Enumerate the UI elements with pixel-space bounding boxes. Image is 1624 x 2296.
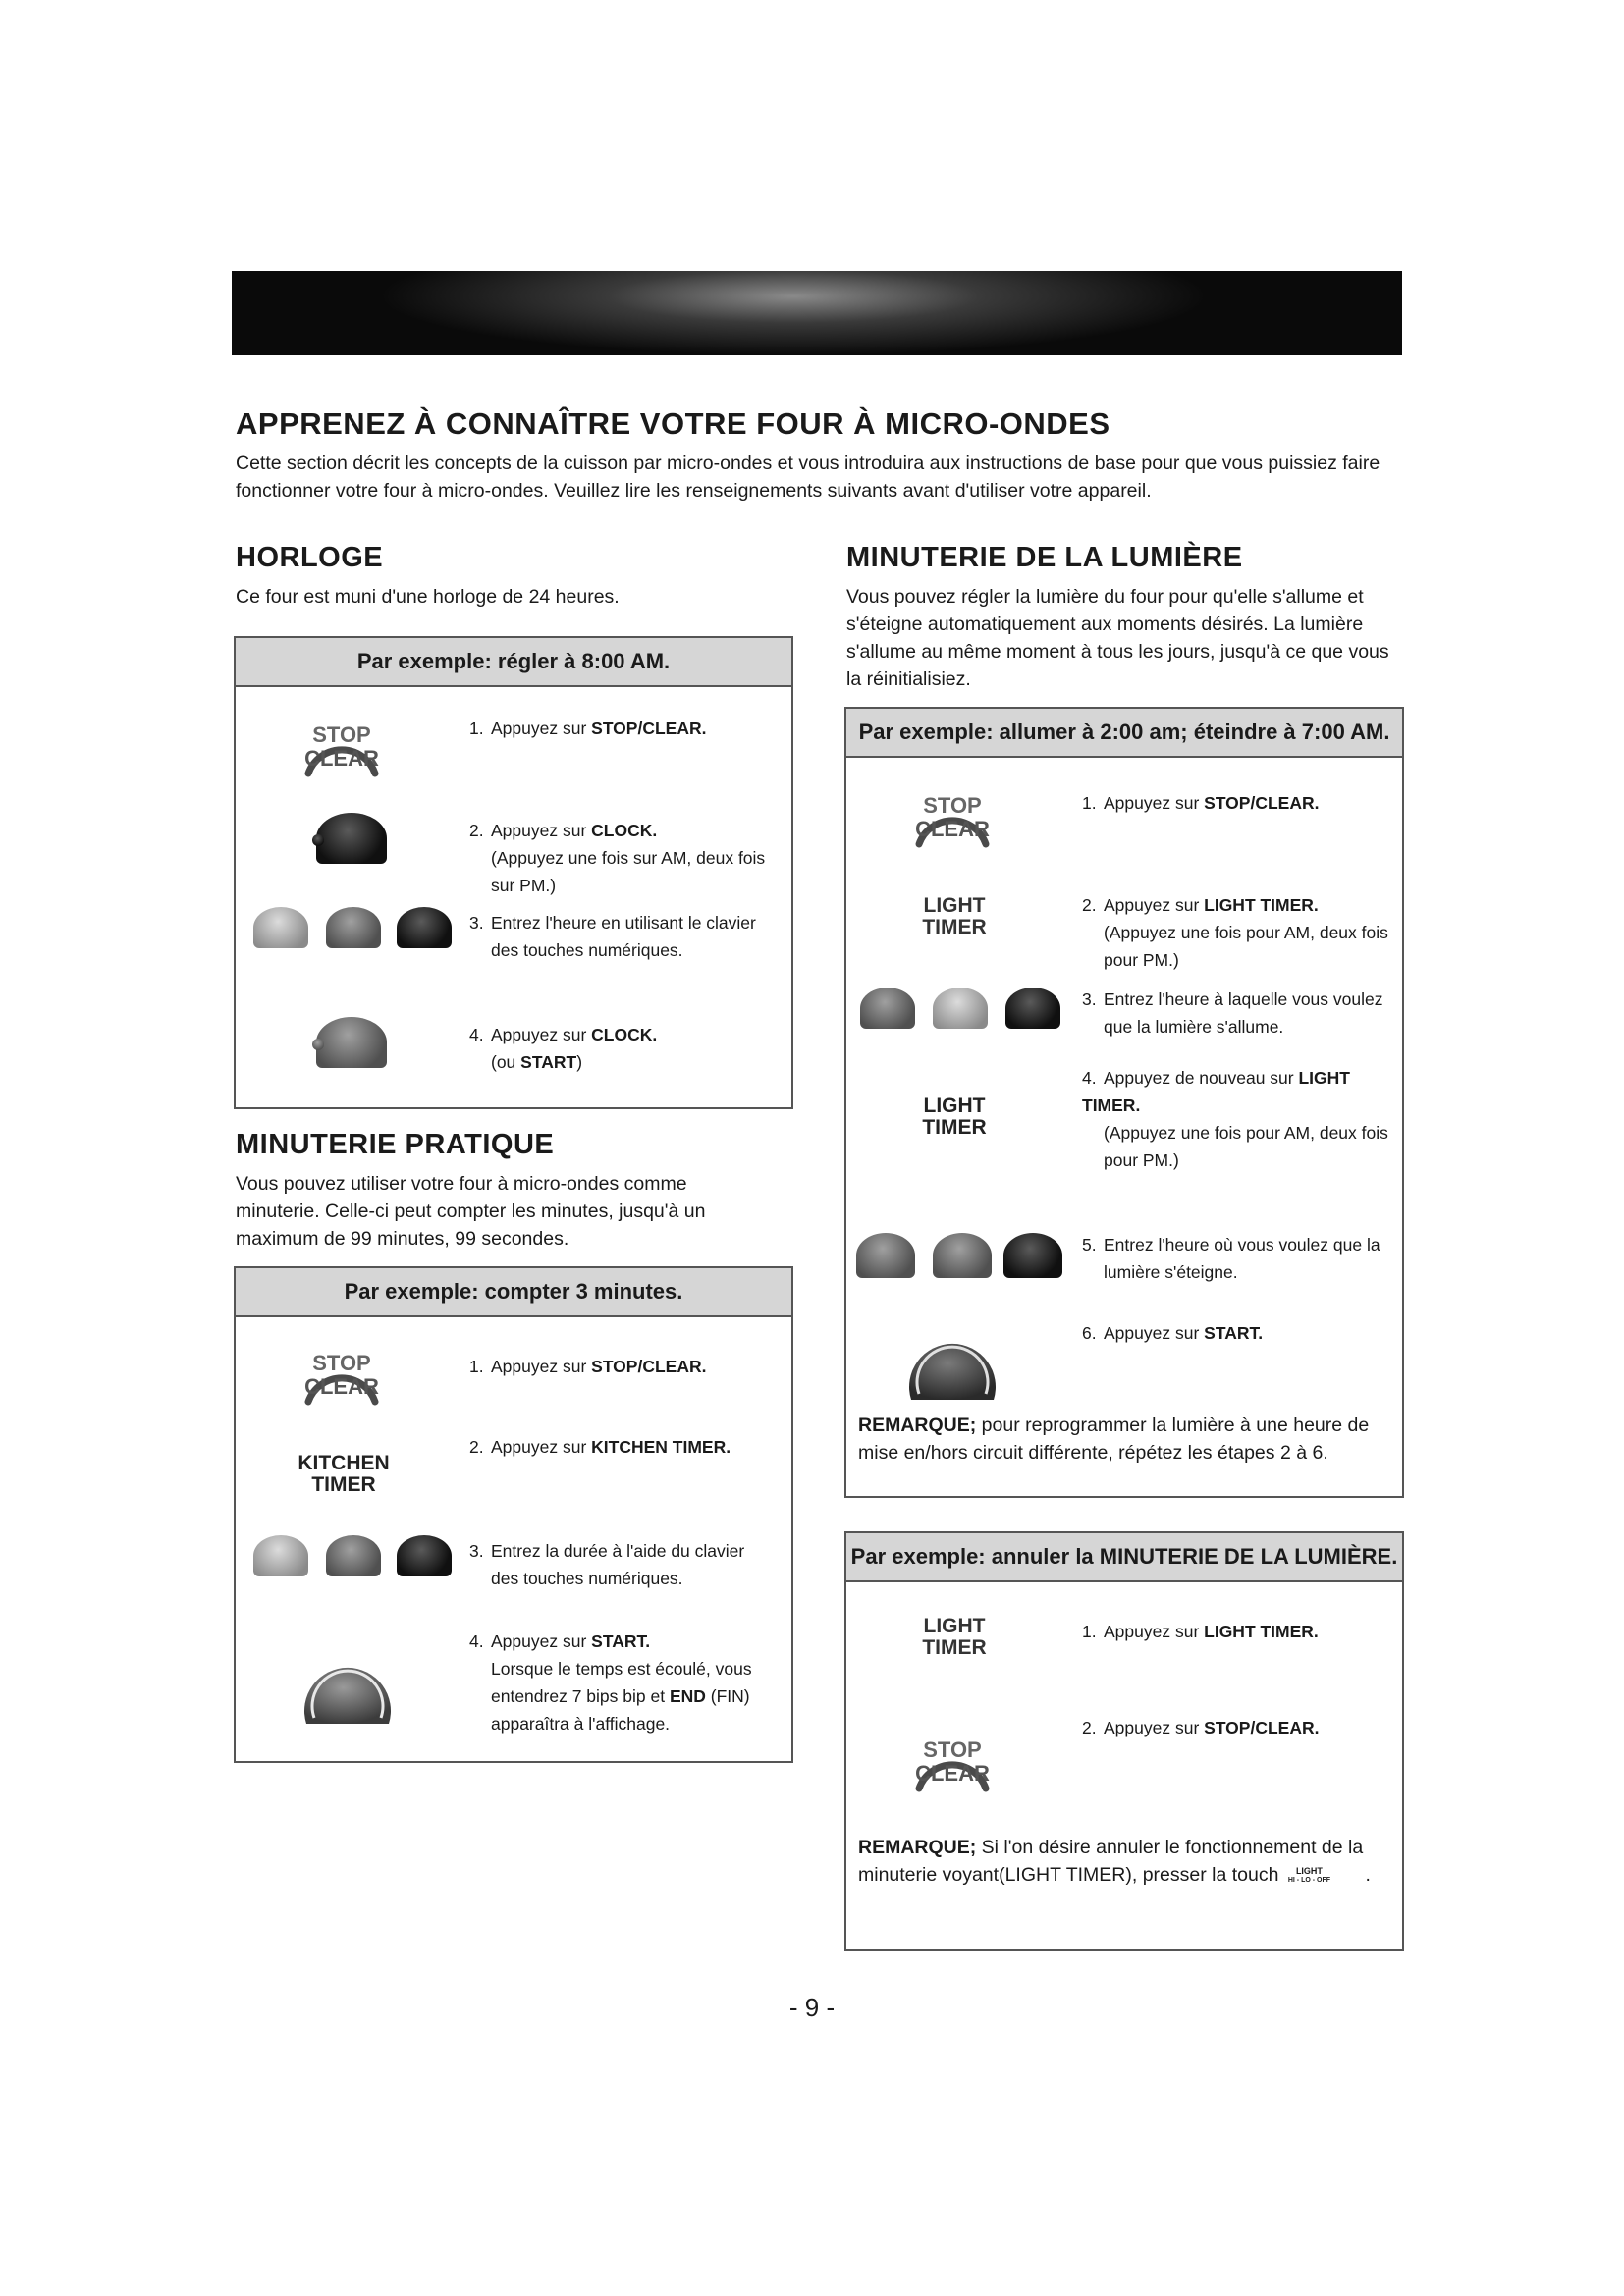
lumiere-step-2: 2. Appuyez sur LIGHT TIMER. (Appuyez une fois pour AM, deux fois pour PM.)	[1082, 895, 1388, 970]
horloge-step-3: 3. Entrez l'heure en utilisant le clavier des touches numériques.	[469, 913, 756, 960]
horloge-step-2: 2. Appuyez sur CLOCK. (Appuyez une fois sur AM, deux fois sur PM.)	[469, 821, 766, 895]
clock-key-icon	[316, 813, 387, 864]
lumiere-note: REMARQUE; pour reprogrammer la lumière à une heure de mise en/hors circuit différente, répétez les étapes 2 à 6.	[858, 1415, 1370, 1464]
horloge-step-1: 1. Appuyez sur STOP/CLEAR.	[469, 719, 707, 738]
horloge-step-4: 4. Appuyez sur CLOCK. (ou START)	[469, 1025, 658, 1072]
intro-paragraph: Cette section décrit les concepts de la cuisson par micro-ondes et vous introduira aux instructions de base pour que vous puissiez faire fonctionner votre four à micro-ondes. Veuillez lire les renseignements suivants avant d'utiliser votre appareil.	[236, 453, 1380, 502]
clock-key-notch	[312, 1039, 324, 1050]
pratique-text: Vous pouvez utiliser votre four à micro-ondes comme minuterie. Celle-ci peut compter les minutes, jusqu'à un maximum de 99 minutes, 99 secondes.	[236, 1173, 706, 1250]
lumiere-example-header: Par exemple: allumer à 2:00 am; éteindre à 7:00 AM.	[846, 709, 1402, 758]
horloge-text: Ce four est muni d'une horloge de 24 heures.	[236, 586, 620, 608]
stop-label: STOP	[312, 722, 371, 747]
pratique-step-1: 1. Appuyez sur STOP/CLEAR.	[469, 1357, 707, 1376]
lumiere-step-3: 3. Entrez l'heure à laquelle vous voulez que la lumière s'allume.	[1082, 989, 1383, 1037]
stop-label: STOP	[923, 793, 982, 818]
stop-clear-key-icon	[298, 709, 385, 779]
clear-label: CLEAR	[915, 817, 990, 841]
annuler-note: REMARQUE; Si l'on désire annuler le fonctionnement de la minuterie voyant(LIGHT TIMER), presser la touch LIGHT HI - LO - OFF .	[858, 1837, 1371, 1886]
light-timer-key-icon: LIGHT TIMER	[922, 1095, 987, 1139]
stop-label: STOP	[312, 1351, 371, 1375]
clear-label: CLEAR	[304, 1374, 379, 1399]
number-key-icon	[326, 907, 381, 948]
start-key-icon	[298, 1633, 397, 1732]
number-key-icon	[326, 1535, 381, 1576]
number-key-icon	[253, 907, 308, 948]
lumiere-step-6: 6. Appuyez sur START.	[1082, 1323, 1264, 1343]
clock-key-icon	[316, 1017, 387, 1068]
pratique-title: MINUTERIE PRATIQUE	[236, 1129, 555, 1160]
number-key-icon	[397, 907, 452, 948]
pratique-example-header: Par exemple: compter 3 minutes.	[236, 1268, 791, 1317]
stop-clear-key-icon	[909, 1724, 996, 1794]
lumiere-step-4: 4. Appuyez de nouveau sur LIGHT TIMER. (Appuyez une fois pour AM, deux fois pour PM.)	[1082, 1068, 1388, 1170]
horloge-title: HORLOGE	[236, 542, 384, 573]
light-hi-lo-off-key-icon: LIGHT HI - LO - OFF	[1287, 1865, 1331, 1884]
lumiere-text: Vous pouvez régler la lumière du four pour qu'elle s'allume et s'éteigne automatiquement aux moments désirés. La lumière s'allume au même moment à tous les jours, jusqu'à ce que vous la réinitialisiez.	[846, 586, 1389, 690]
stop-clear-key-icon	[298, 1337, 385, 1408]
number-key-icon	[253, 1535, 308, 1576]
light-timer-key-icon: LIGHT TIMER	[922, 894, 987, 938]
clear-label: CLEAR	[915, 1761, 990, 1786]
number-key-icon	[1005, 988, 1060, 1029]
pratique-step-4: 4. Appuyez sur START. Lorsque le temps est écoulé, vous entendrez 7 bips bip et END (FIN) apparaîtra à l'affichage.	[469, 1631, 752, 1734]
number-key-icon	[397, 1535, 452, 1576]
annuler-example-header: Par exemple: annuler la MINUTERIE DE LA LUMIÈRE.	[846, 1533, 1402, 1582]
clock-key-notch	[312, 834, 324, 846]
kitchen-timer-key-icon: KITCHEN TIMER	[298, 1452, 390, 1496]
annuler-step-1: 1. Appuyez sur LIGHT TIMER.	[1082, 1622, 1319, 1641]
header-banner	[232, 271, 1402, 355]
stop-label: STOP	[923, 1737, 982, 1762]
number-key-icon	[1003, 1233, 1062, 1278]
number-key-icon	[933, 988, 988, 1029]
horloge-example-header: Par exemple: régler à 8:00 AM.	[236, 638, 791, 687]
stop-clear-key-icon	[909, 779, 996, 850]
lumiere-title: MINUTERIE DE LA LUMIÈRE	[846, 542, 1243, 573]
number-key-icon	[860, 988, 915, 1029]
pratique-step-2: 2. Appuyez sur KITCHEN TIMER.	[469, 1437, 731, 1457]
page-number: - 9 -	[788, 1993, 836, 2022]
page-title: APPRENEZ À CONNAÎTRE VOTRE FOUR À MICRO-ONDES	[236, 406, 1110, 441]
lumiere-step-1: 1. Appuyez sur STOP/CLEAR.	[1082, 793, 1320, 813]
clear-label: CLEAR	[304, 746, 379, 771]
lumiere-step-5: 5. Entrez l'heure où vous voulez que la lumière s'éteigne.	[1082, 1235, 1380, 1282]
pratique-step-3: 3. Entrez la durée à l'aide du clavier des touches numériques.	[469, 1541, 745, 1588]
start-key-icon	[903, 1311, 1001, 1406]
number-key-icon	[933, 1233, 992, 1278]
annuler-step-2: 2. Appuyez sur STOP/CLEAR.	[1082, 1718, 1320, 1737]
light-timer-key-icon: LIGHT TIMER	[922, 1615, 987, 1659]
number-key-icon	[856, 1233, 915, 1278]
